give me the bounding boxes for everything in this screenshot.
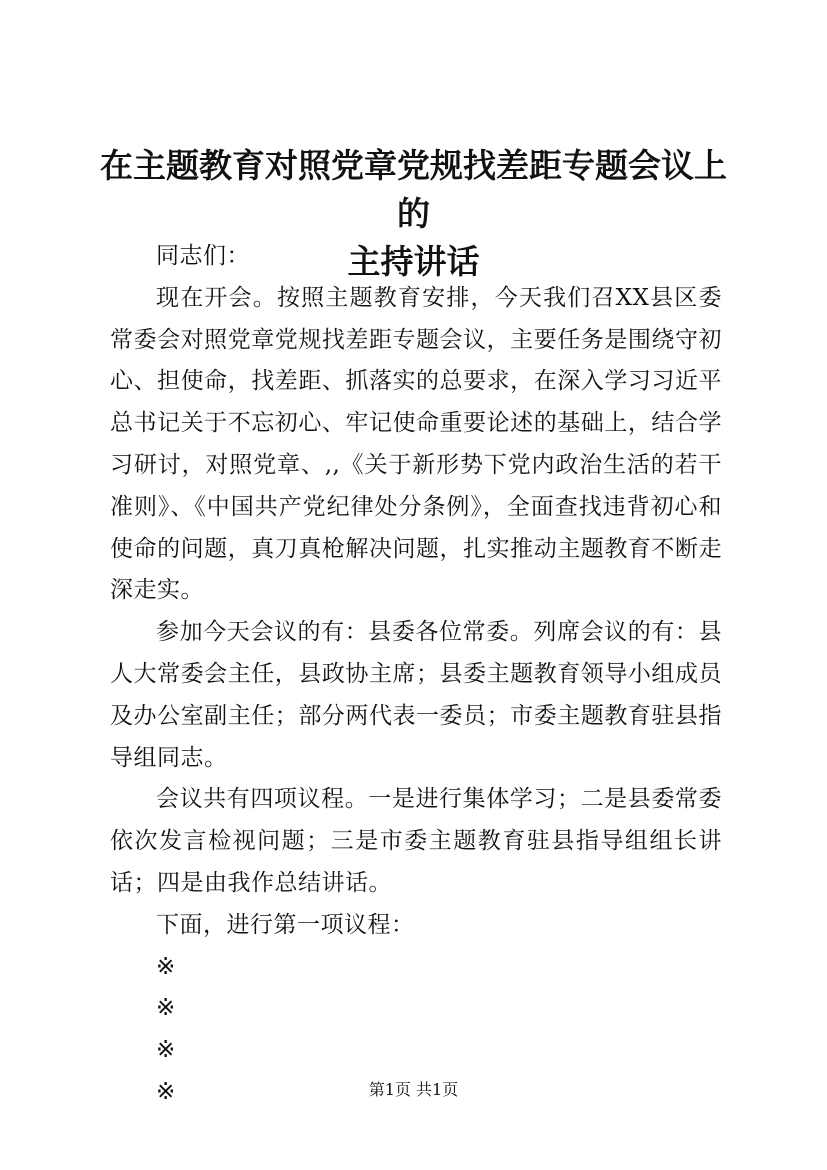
document-body [110, 236, 722, 1114]
paragraph-agenda: 会议共有四项议程。一是进行集体学习；二是县委常委依次发言检视问题；三是市委主题教育驻县指导组组长讲话；四是由我作总结讲话。 [110, 786, 722, 896]
reference-mark: ※ [156, 953, 176, 980]
paragraph-opening: 现在开会。按照主题教育安排，今天我们召XX县区委常委会对照党章党规找差距专题会议，主要任务是围绕守初心、担使命，找差距、抓落实的总要求，在深入学习习近平总书记关于不忘初心、牢记使命重要论述的基础上，结合学习研讨，对照党章、,,《关于新形势下党内政治生活的若干准则》、《中国共产党纪律处分条例》，全面查找违背初心和使命的问题，真刀真枪解决问题，扎实推动主题教育不断走深走实。 [110, 284, 722, 604]
reference-mark: ※ [156, 1078, 176, 1105]
page-number: 第1页 共1页 [368, 1080, 459, 1099]
title-line-2: 主持讲话 [347, 242, 480, 281]
page-footer [0, 1080, 827, 1100]
reference-mark: ※ [156, 1037, 176, 1064]
paragraph-first-item: 下面，进行第一项议程： [156, 911, 415, 938]
reference-mark: ※ [156, 995, 176, 1022]
greeting: 同志们： [156, 243, 250, 269]
paragraph-attendees: 参加今天会议的有：县委各位常委。列席会议的有：县人大常委会主任，县政协主席；县委主题教育领导小组成员及办公室副主任；部分两代表一委员；市委主题教育驻县指导组同志。 [110, 619, 722, 771]
title-line-1: 在主题教育对照党章党规找差距专题会议上的 [100, 146, 727, 233]
